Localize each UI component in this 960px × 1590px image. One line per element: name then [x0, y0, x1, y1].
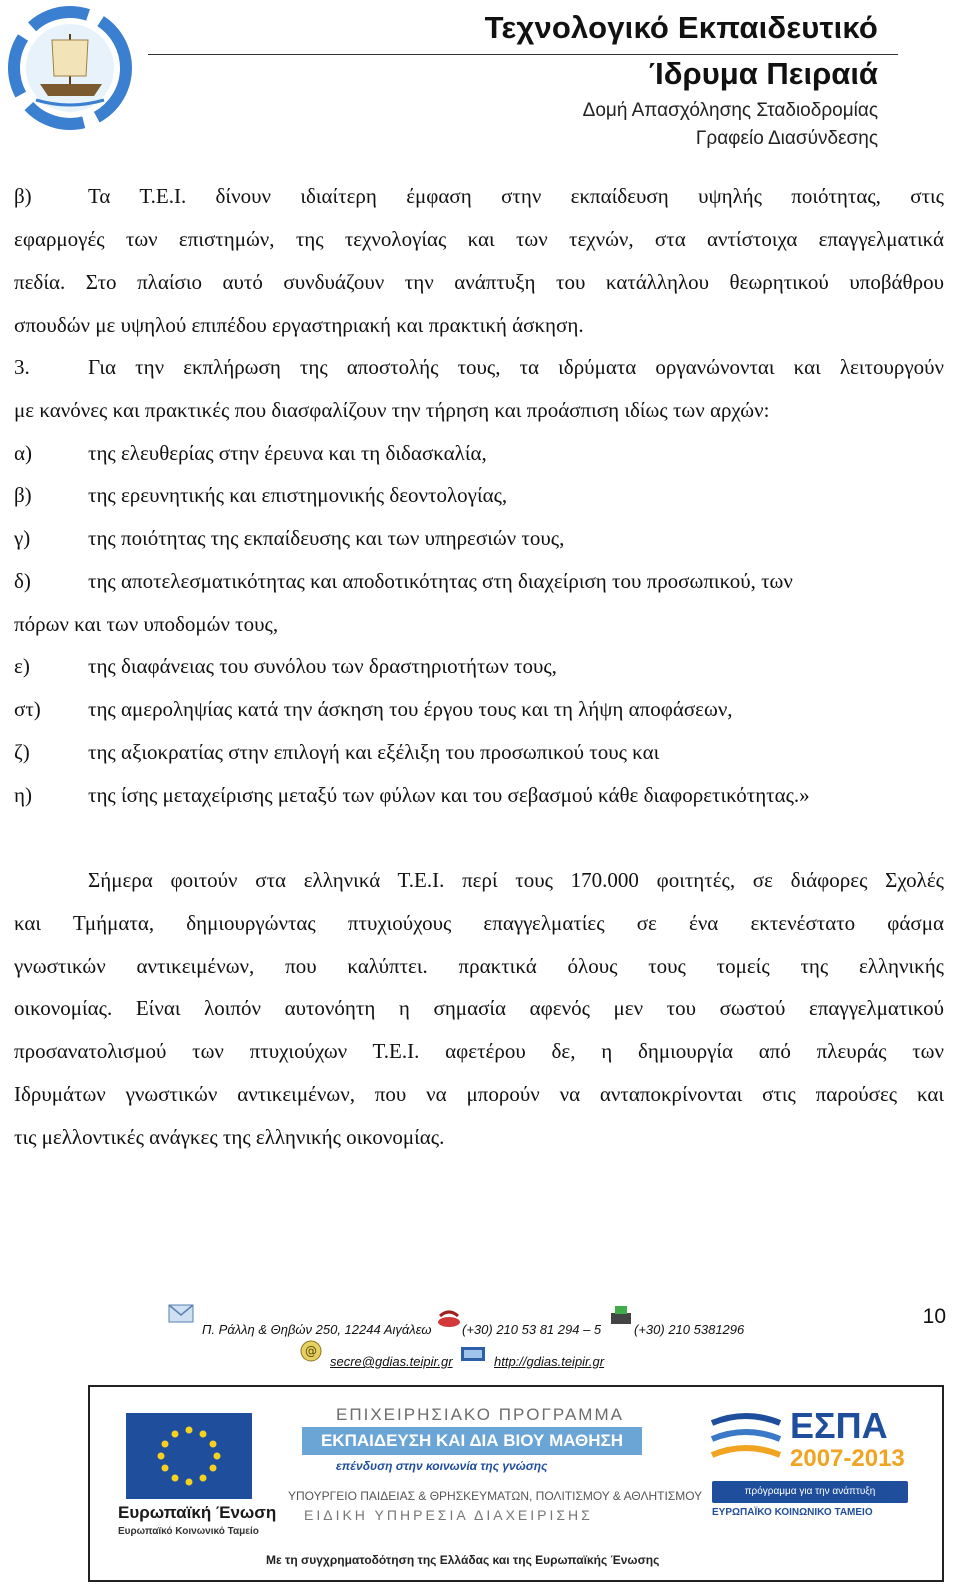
para-b-line: σπουδών με υψηλού επιπέδου εργαστηριακή και πρακτική άσκηση.	[14, 313, 584, 337]
footer-fax: (+30) 210 5381296	[634, 1322, 745, 1337]
footer-address: Π. Ράλλη & Θηβών 250, 12244 Αιγάλεω	[202, 1322, 432, 1337]
header-title-line2: Ίδρυμα Πειραιά	[649, 56, 878, 91]
list-item-label: γ)	[14, 526, 31, 550]
list-item-label: α)	[14, 441, 32, 465]
fax-icon	[608, 1304, 634, 1331]
list-item-text: της ελευθερίας στην έρευνα και τη διδασκαλία,	[88, 441, 487, 465]
list-item-label: η)	[14, 783, 32, 807]
managing-agency: ΕΙΔΙΚΗ ΥΠΗΡΕΣΙΑ ΔΙΑΧΕΙΡΙΣΗΣ	[304, 1507, 593, 1523]
final-para-line: και Τμήματα, δημιουργώντας πτυχιούχους επαγγελματίες σε ένα εκτενέστατο φάσμα	[14, 911, 944, 935]
final-para-line: προσανατολισμού των πτυχιούχων Τ.Ε.Ι. αφετέρου δε, η δημιουργία από πλευράς των	[14, 1039, 944, 1063]
cofunding-note: Με τη συγχρηματοδότηση της Ελλάδας και της Ευρωπαϊκής Ένωσης	[266, 1553, 660, 1567]
list-item-text: της ερευνητικής και επιστημονικής δεοντολογίας,	[88, 483, 508, 507]
list-item-label: δ)	[14, 569, 31, 593]
header-divider	[148, 54, 898, 55]
list-item-label: στ)	[14, 697, 41, 721]
list-item-continuation: πόρων και των υποδομών τους,	[14, 612, 279, 636]
espa-name: ΕΣΠΑ	[790, 1405, 888, 1446]
header-subtitle-line1: Δομή Απασχόλησης Σταδιοδρομίας	[582, 100, 878, 121]
eu-title: Ευρωπαϊκή Ένωση	[118, 1503, 277, 1522]
footer-website-link[interactable]: http://gdias.teipir.gr	[494, 1354, 605, 1369]
website-icon	[460, 1343, 486, 1370]
footer-phone: (+30) 210 53 81 294 – 5	[462, 1322, 602, 1337]
espa-years: 2007-2013	[790, 1445, 905, 1472]
final-para-line: Σήμερα φοιτούν στα ελληνικά Τ.Ε.Ι. περί τους 170.000 φοιτητές, σε διάφορες Σχολές	[88, 868, 944, 892]
list-item-label: β)	[14, 483, 32, 507]
espa-slogan: πρόγραμμα για την ανάπτυξη	[712, 1481, 908, 1503]
para-b-line: Τα Τ.Ε.Ι. δίνουν ιδιαίτερη έμφαση στην εκπαίδευση υψηλής ποιότητας, στις	[88, 184, 944, 208]
email-icon	[298, 1340, 324, 1367]
eu-subtitle: Ευρωπαϊκό Κοινωνικό Ταμείο	[118, 1526, 259, 1537]
footer-email-link[interactable]: secre@gdias.teipir.gr	[330, 1354, 453, 1369]
para-b-line: εφαρμογές των επιστημών, της τεχνολογίας και των τεχνών, στα αντίστοιχα επαγγελματικά	[14, 227, 944, 251]
final-para-line: Ιδρυμάτων γνωστικών αντικειμένων, που να μπορούν να ανταποκρίνονται στις παρούσες και	[14, 1082, 944, 1106]
page-number: 10	[922, 1305, 946, 1328]
ministry-name: ΥΠΟΥΡΓΕΙΟ ΠΑΙΔΕΙΑΣ & ΘΡΗΣΚΕΥΜΑΤΩΝ, ΠΟΛΙΤΙΣΜΟΥ & ΑΘΛΗΤΙΣΜΟΥ	[288, 1489, 703, 1503]
list-item-label: ε)	[14, 654, 30, 678]
eu-flag-icon	[126, 1413, 252, 1499]
program-name: ΕΚΠΑΙΔΕΥΣΗ ΚΑΙ ΔΙΑ ΒΙΟΥ ΜΑΘΗΣΗ	[302, 1427, 642, 1455]
svg-text:@: @	[305, 1344, 317, 1358]
list-item-text: της ίσης μεταχείρισης μεταξύ των φύλων και του σεβασμού κάθε διαφορετικότητας.»	[88, 783, 810, 807]
para-3-line: με κανόνες και πρακτικές που διασφαλίζουν την τήρηση και προάσπιση ιδίως των αρχών:	[14, 398, 770, 422]
para-b-line: πεδία. Στο πλαίσιο αυτό συνδυάζουν την ανάπτυξη του κατάλληλου θεωρητικού υποβάθρου	[14, 270, 944, 294]
mail-icon	[168, 1302, 194, 1329]
header-subtitle-line2: Γραφείο Διασύνδεσης	[695, 128, 878, 149]
list-item-text: της ποιότητας της εκπαίδευσης και των υπηρεσιών τους,	[88, 526, 565, 550]
program-title: ΕΠΙΧΕΙΡΗΣΙΑΚΟ ΠΡΟΓΡΑΜΜΑ	[336, 1405, 624, 1424]
para-b-label: β)	[14, 184, 32, 208]
header-title-line1: Τεχνολογικό Εκπαιδευτικό	[484, 10, 878, 45]
final-para-line: τις μελλοντικές ανάγκες της ελληνικής οικονομίας.	[14, 1125, 445, 1149]
funding-banner	[88, 1385, 944, 1582]
para-3-line: Για την εκπλήρωση της αποστολής τους, τα ιδρύματα οργανώνονται και λειτουργούν	[88, 355, 944, 379]
final-para-line: οικονομίας. Είναι λοιπόν αυτονόητη η σημασία αφενός μεν του σωστού επαγγελματικού	[14, 996, 944, 1020]
program-slogan: επένδυση στην κοινωνία της γνώσης	[336, 1459, 548, 1473]
institution-logo	[6, 4, 134, 134]
list-item-text: της αξιοκρατίας στην επιλογή και εξέλιξη του προσωπικού τους και	[88, 740, 660, 764]
list-item-label: ζ)	[14, 740, 30, 764]
final-para-line: γνωστικών αντικειμένων, που καλύπτει. πρακτικά όλους τους τομείς της ελληνικής	[14, 954, 944, 978]
list-item-text: της αποτελεσματικότητας και αποδοτικότητας στη διαχείριση του προσωπικού, των	[88, 569, 793, 593]
list-item-text: της αμεροληψίας κατά την άσκηση του έργου τους και τη λήψη αποφάσεων,	[88, 697, 733, 721]
para-3-label: 3.	[14, 355, 30, 379]
espa-fund: ΕΥΡΩΠΑΪΚΟ ΚΟΙΝΩΝΙΚΟ ΤΑΜΕΙΟ	[712, 1507, 873, 1518]
list-item-text: της διαφάνειας του συνόλου των δραστηριοτήτων τους,	[88, 654, 557, 678]
phone-icon	[436, 1306, 462, 1333]
espa-logo-icon	[708, 1405, 784, 1480]
